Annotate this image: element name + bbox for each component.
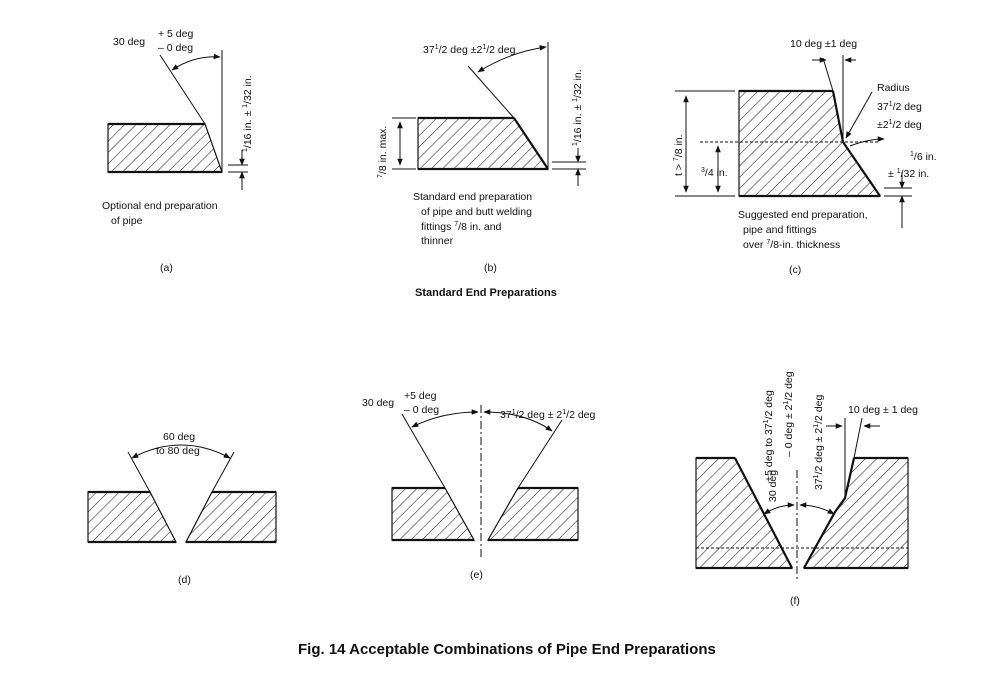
left-tol-label-f: – 0 deg ± $2^1/2$ deg	[783, 371, 795, 457]
bevel-line-a	[160, 55, 205, 124]
desc-b-line2: of pipe and butt welding	[421, 206, 532, 218]
left-range-label-f: +5 deg to $37^1/2$ deg	[763, 390, 775, 482]
thickness-label-c: t > $^7$/8 in.	[673, 134, 685, 176]
desc-b-line3: fittings $^7$/8 in. and	[421, 221, 502, 233]
panel-e	[362, 390, 596, 581]
label-b: (b)	[484, 262, 497, 274]
angle-label-a: 30 deg	[113, 36, 146, 48]
panel-c	[673, 38, 937, 276]
pipe-wall-e-left	[392, 488, 474, 540]
desc-c-line3: over $^7$/8-in. thickness	[743, 239, 841, 251]
tol-plus-e: +5 deg	[404, 390, 437, 402]
right-angle-label-e: $37^1/2$ deg ± $2^1/2$ deg	[500, 409, 596, 421]
label-c: (c)	[789, 264, 802, 276]
panel-b	[377, 42, 586, 274]
desc-c-line2: pipe and fittings	[743, 224, 817, 236]
right-angle-arc-f	[800, 505, 834, 514]
radius-label-c: Radius	[877, 82, 910, 94]
label-d: (d)	[178, 574, 191, 586]
land-label-c1: $^1$/6 in.	[910, 151, 937, 163]
pipe-wall-e-right	[488, 488, 578, 540]
figure-caption: Fig. 14 Acceptable Combinations of Pipe End Preparations	[298, 641, 716, 658]
desc-b-line4: thinner	[421, 235, 454, 247]
bevel-angle-label-c: $37^1/2$ deg	[877, 101, 922, 113]
pipe-wall-b	[418, 118, 548, 169]
angle-label-d-line2: to 80 deg	[156, 445, 200, 457]
desc-a-line1: Optional end preparation	[102, 200, 218, 212]
land-label-c2: ± $^1$/32 in.	[888, 168, 930, 180]
label-e: (e)	[470, 569, 483, 581]
desc-a-line2: of pipe	[111, 215, 143, 227]
top-angle-label-c: 10 deg ±1 deg	[790, 38, 858, 50]
pipe-wall-d-left	[88, 492, 176, 542]
bevel-tol-label-c: $\pm 2^1/2$ deg	[877, 119, 922, 131]
section-title: Standard End Preparations	[415, 287, 557, 299]
panel-f	[696, 371, 918, 607]
land-dimension-a: $^1$/16 in. ± $^1$/32 in.	[242, 75, 254, 152]
left-angle-arc-f	[764, 505, 794, 514]
tol-minus-a: – 0 deg	[158, 42, 194, 54]
depth-label-c: $^3$/4 in.	[701, 167, 728, 179]
tol-plus-a: + 5 deg	[158, 28, 194, 40]
left-angle-label-e: 30 deg	[362, 397, 395, 409]
pipe-wall-d-right	[186, 492, 276, 542]
left-angle-label-f: 30 deg	[767, 469, 779, 502]
top-angle-label-f: 10 deg ± 1 deg	[848, 404, 918, 416]
panel-a	[102, 28, 254, 274]
angle-label-d-line1: 60 deg	[163, 431, 196, 443]
desc-c-line1: Suggested end preparation,	[738, 209, 868, 221]
angle-label-b: $37^1/2$ deg $\pm 2^1/2$ deg	[423, 44, 516, 56]
tol-minus-e: – 0 deg	[404, 404, 440, 416]
radius-leader-c	[846, 92, 872, 138]
panel-d	[88, 431, 276, 586]
bevel-line-b	[468, 66, 514, 118]
pipe-wall-c	[739, 91, 880, 196]
angle-arc-a	[172, 57, 220, 70]
desc-b-line1: Standard end preparation	[413, 191, 533, 203]
thickness-dimension-b: $^7$/8 in. max.	[377, 125, 389, 178]
label-a: (a)	[160, 262, 173, 274]
right-angle-label-f: $37^1/2$ deg ± $2^1/2$ deg	[813, 394, 825, 490]
land-dimension-b: $^1$/16 in. ± $^1$/32 in.	[572, 69, 584, 146]
label-f: (f)	[790, 595, 800, 607]
pipe-wall-a	[108, 124, 222, 172]
